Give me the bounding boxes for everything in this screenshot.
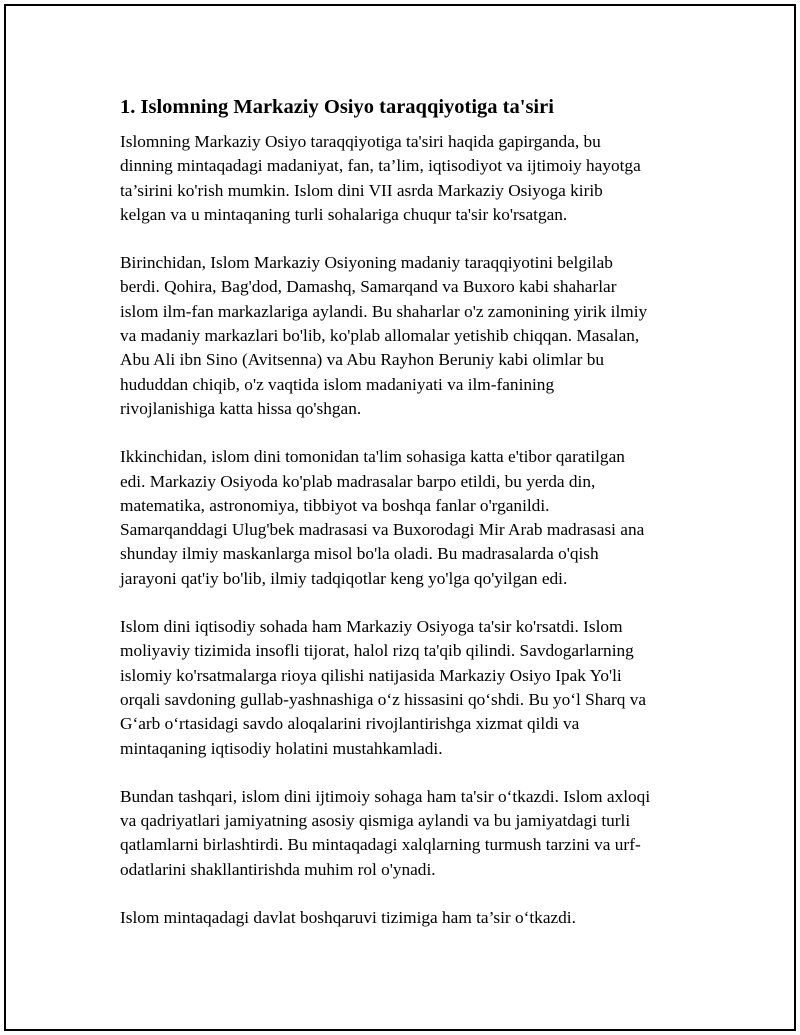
text-line: Islomning Markaziy Osiyo taraqqiyotiga ta'siri haqida gapirganda, bu — [120, 132, 601, 151]
text-line: Samarqanddagi Ulug'bek madrasasi va Buxorodagi Mir Arab madrasasi ana — [120, 520, 645, 540]
text-line: Islom mintaqadagi davlat boshqaruvi tizimiga ham ta’sir o‘tkazdi. — [120, 908, 576, 928]
text-line: G‘arb o‘rtasidagi savdo aloqalarini rivojlantirishga xizmat qildi va — [120, 714, 580, 734]
text-line: matematika, astronomiya, tibbiyot va boshqa fanlar o'rganildi. — [120, 495, 550, 515]
text-line: orqali savdoning gullab-yashnashiga o‘z hissasini qo‘shdi. Bu yo‘l Sharq va — [120, 689, 647, 709]
paragraph-5 — [120, 785, 692, 882]
text-line: dinning mintaqadagi madaniyat, fan, ta’lim, iqtisodiyot va ijtimoiy hayotga — [120, 156, 641, 176]
paragraph-6 — [120, 906, 692, 930]
text-line: berdi. Qohira, Bag'dod, Damashq, Samarqand va Buxoro kabi shaharlar — [120, 277, 617, 297]
section-title: 1. Islomning Markaziy Osiyo taraqqiyotiga ta'siri — [120, 96, 554, 118]
page-frame — [4, 4, 796, 1031]
text-line: shunday ilmiy maskanlarga misol bo'la oladi. Bu madrasalarda o'qish — [120, 544, 599, 564]
text-line: va qadriyatlari jamiyatning asosiy qismiga aylandi va bu jamiyatdagi turli — [120, 811, 631, 831]
text-line: mintaqaning iqtisodiy holatini mustahkamladi. — [120, 738, 443, 758]
paragraph-2 — [120, 251, 692, 421]
paragraph-1 — [120, 130, 692, 227]
text-line: Birinchidan, Islom Markaziy Osiyoning madaniy taraqqiyotini belgilab — [120, 253, 613, 273]
text-line: kelgan va u mintaqaning turli sohalariga chuqur ta'sir ko'rsatgan. — [120, 204, 568, 224]
text-line: moliyaviy tizimida insofli tijorat, halol rizq ta'qib qilindi. Savdogarlarning — [120, 641, 634, 661]
text-line: ta’sirini ko'rish mumkin. Islom dini VII asrda Markaziy Osiyoga kirib — [120, 180, 603, 200]
text-line: islom ilm-fan markazlariga aylandi. Bu shaharlar o'z zamonining yirik ilmiy — [120, 301, 648, 321]
text-line: rivojlanishiga katta hissa qo'shgan. — [120, 398, 362, 418]
text-line: islomiy ko'rsatmalarga rioya qilishi natijasida Markaziy Osiyo Ipak Yo'li — [120, 665, 622, 685]
text-line: odatlarini shakllantirishda muhim rol o'ynadi. — [120, 859, 436, 879]
paragraph-3 — [120, 445, 692, 591]
document-body — [120, 94, 692, 954]
text-line: Abu Ali ibn Sino (Avitsenna) va Abu Rayhon Beruniy kabi olimlar bu — [120, 350, 604, 370]
paragraph-4 — [120, 615, 692, 761]
text-line: edi. Markaziy Osiyoda ko'plab madrasalar barpo etildi, bu yerda din, — [120, 471, 596, 491]
text-line: jarayoni qat'iy bo'lib, ilmiy tadqiqotlar keng yo'lga qo'yilgan edi. — [120, 568, 568, 588]
text-line: Islom dini iqtisodiy sohada ham Markaziy Osiyoga ta'sir ko'rsatdi. Islom — [120, 617, 623, 637]
text-line: hududdan chiqib, o'z vaqtida islom madaniyati va ilm-fanining — [120, 374, 555, 394]
text-line: qatlamlarni birlashtirdi. Bu mintaqadagi xalqlarning turmush tarzini va urf- — [120, 835, 641, 855]
text-line: va madaniy markazlari bo'lib, ko'plab allomalar yetishib chiqqan. Masalan, — [120, 326, 640, 346]
text-line: Ikkinchidan, islom dini tomonidan ta'lim sohasiga katta e'tibor qaratilgan — [120, 447, 625, 467]
text-line: Bundan tashqari, islom dini ijtimoiy sohaga ham ta'sir o‘tkazdi. Islom axloqi — [120, 786, 651, 806]
